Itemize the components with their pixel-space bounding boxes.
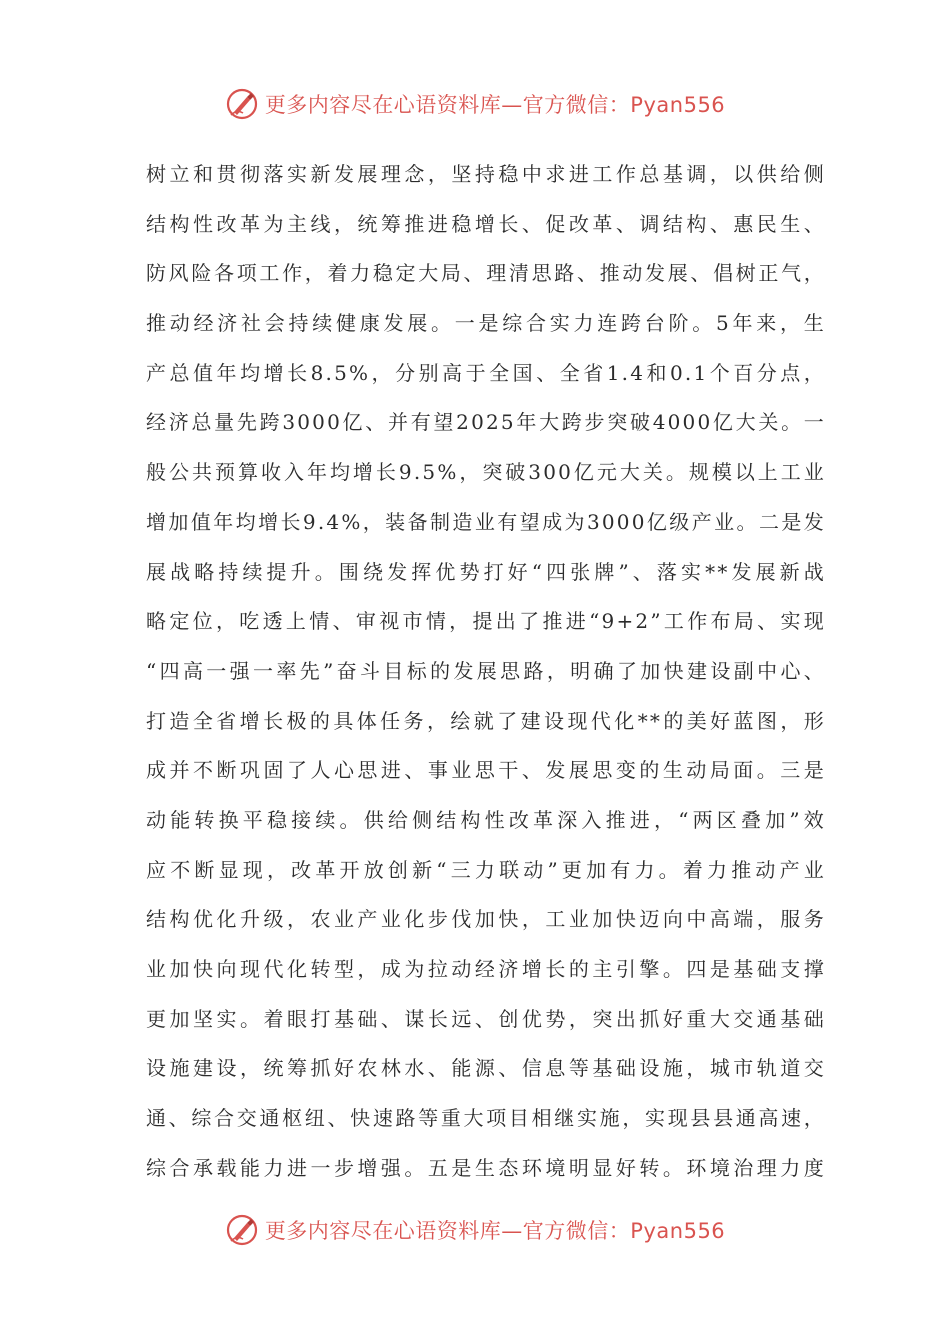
body-line: 经济总量先跨3000亿、并有望2025年大跨步突破4000亿大关。一 — [146, 410, 826, 435]
body-line: 产总值年均增长8.5%，分别高于全国、全省1.4和0.1个百分点， — [146, 360, 826, 385]
body-line: 树立和贯彻落实新发展理念，坚持稳中求进工作总基调，以供给侧 — [146, 162, 826, 186]
body-line: 防风险各项工作，着力稳定大局、理清思路、推动发展、倡树正气， — [146, 261, 826, 286]
body-line: 成并不断巩固了人心思进、事业思干、发展思变的生动局面。三是 — [146, 758, 826, 783]
body-line: 综合承载能力进一步增强。五是生态环境明显好转。环境治理力度 — [146, 1155, 826, 1180]
body-line: 增加值年均增长9.4%，装备制造业有望成为3000亿级产业。二是发 — [146, 509, 826, 534]
body-line: 般公共预算收入年均增长9.5%，突破300亿元大关。规模以上工业 — [146, 460, 826, 485]
body-line: 打造全省增长极的具体任务，绘就了建设现代化**的美好蓝图，形 — [146, 708, 826, 733]
body-line: 业加快向现代化转型，成为拉动经济增长的主引擎。四是基础支撑 — [146, 957, 826, 981]
body-line: “四高一强一率先”奋斗目标的发展思路，明确了加快建设副中心、 — [146, 658, 826, 683]
body-line: 推动经济社会持续健康发展。一是综合实力连跨台阶。5年来，生 — [146, 311, 826, 336]
pen-logo-icon — [225, 87, 259, 121]
body-line: 结构性改革为主线，统筹推进稳增长、促改革、调结构、惠民生、 — [146, 211, 826, 236]
document-body — [146, 150, 826, 1193]
body-line: 略定位，吃透上情、审视市情，提出了推进“9+2”工作布局、实现 — [146, 609, 826, 634]
body-line: 应不断显现，改革开放创新“三力联动”更加有力。着力推动产业 — [146, 857, 826, 882]
body-line: 通、综合交通枢纽、快速路等重大项目相继实施，实现县县通高速， — [146, 1106, 826, 1131]
footer-watermark — [0, 1210, 950, 1250]
watermark-text: 更多内容尽在心语资料库—官方微信：Pyan556 — [264, 93, 726, 117]
pen-logo-icon — [225, 1213, 259, 1247]
body-line: 更加坚实。着眼打基础、谋长远、创优势，突出抓好重大交通基础 — [146, 1006, 826, 1031]
header-watermark — [0, 84, 950, 124]
body-line: 结构优化升级，农业产业化步伐加快，工业加快迈向中高端，服务 — [146, 907, 826, 932]
body-line: 展战略持续提升。围绕发挥优势打好“四张牌”、落实**发展新战 — [146, 559, 826, 584]
watermark-text: 更多内容尽在心语资料库—官方微信：Pyan556 — [264, 1219, 726, 1243]
body-line: 动能转换平稳接续。供给侧结构性改革深入推进，“两区叠加”效 — [146, 807, 826, 832]
body-line: 设施建设，统筹抓好农林水、能源、信息等基础设施，城市轨道交 — [146, 1056, 826, 1081]
